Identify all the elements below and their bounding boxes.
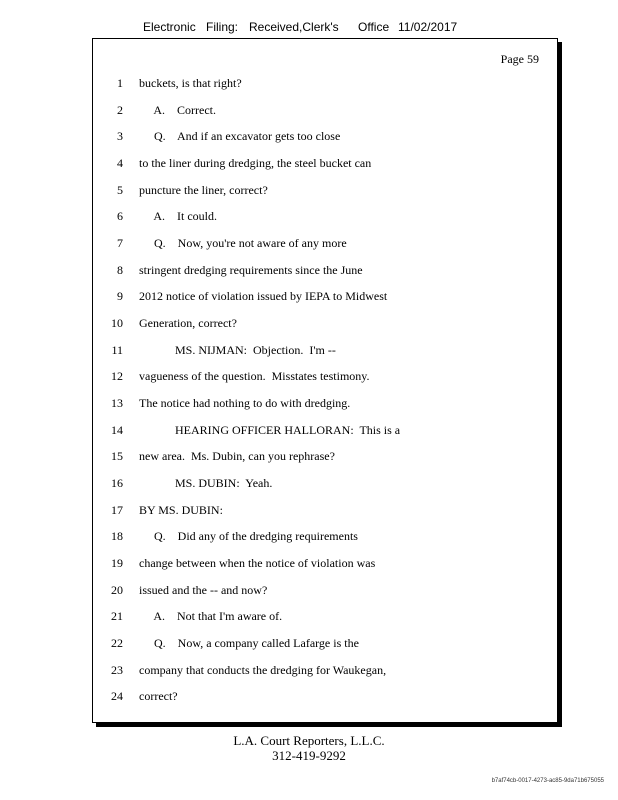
transcript-line (93, 476, 533, 496)
line-text: vagueness of the question. Misstates testimony. (139, 369, 370, 383)
header-filing: Filing: (206, 20, 239, 34)
line-number: 10 (111, 316, 123, 330)
line-number: 20 (111, 583, 123, 597)
transcript-line (93, 343, 533, 363)
line-number: 9 (117, 289, 123, 303)
line-text: issued and the -- and now? (139, 583, 268, 597)
line-number: 12 (111, 369, 123, 383)
line-text: puncture the liner, correct? (139, 183, 268, 197)
line-number: 7 (117, 236, 123, 250)
line-text: MS. NIJMAN: Objection. I'm -- (139, 343, 336, 357)
transcript-line (93, 556, 533, 576)
page-number: Page 59 (500, 52, 539, 66)
line-text: A. Not that I'm aware of. (139, 609, 283, 623)
line-number: 4 (117, 156, 123, 170)
line-text: stringent dredging requirements since the June (139, 263, 363, 277)
line-text: new area. Ms. Dubin, can you rephrase? (139, 449, 335, 463)
line-number: 23 (111, 663, 123, 677)
transcript-line (93, 449, 533, 469)
line-number: 22 (111, 636, 123, 650)
transcript-line (93, 609, 533, 629)
line-number: 2 (117, 103, 123, 117)
line-text: HEARING OFFICER HALLORAN: This is a (139, 423, 401, 437)
line-number: 16 (111, 476, 123, 490)
line-number: 3 (117, 129, 123, 143)
transcript-line (93, 156, 533, 176)
transcript-line (93, 263, 533, 283)
transcript-line (93, 529, 533, 549)
footer-company: L.A. Court Reporters, L.L.C. (233, 733, 385, 748)
transcript-line (93, 503, 533, 523)
header-office: Office (358, 20, 390, 34)
line-number: 24 (111, 689, 123, 703)
line-number: 21 (111, 609, 123, 623)
footer-phone: 312-419-9292 (272, 748, 346, 763)
document-hash: b7af74cb-0017-4273-ac85-9da71b675055 (491, 778, 604, 784)
line-text: company that conducts the dredging for Waukegan, (139, 663, 387, 677)
transcript-line (93, 423, 533, 443)
line-number: 8 (117, 263, 123, 277)
line-text: A. Correct. (139, 103, 216, 117)
transcript-line (93, 583, 533, 603)
transcript-line (93, 369, 533, 389)
line-text: buckets, is that right? (139, 76, 242, 90)
line-text: change between when the notice of violation was (139, 556, 376, 570)
transcript-line (93, 209, 533, 229)
line-number: 18 (111, 529, 123, 543)
line-number: 5 (117, 183, 123, 197)
line-text: to the liner during dredging, the steel bucket can (139, 156, 372, 170)
transcript-line (93, 689, 533, 709)
line-text: Generation, correct? (139, 316, 237, 330)
line-number: 13 (111, 396, 123, 410)
line-text: Q. Now, you're not aware of any more (139, 236, 347, 250)
transcript-line (93, 663, 533, 683)
line-number: 19 (111, 556, 123, 570)
filing-header (0, 20, 618, 40)
transcript-line (93, 316, 533, 336)
line-number: 1 (117, 76, 123, 90)
line-number: 11 (111, 343, 123, 357)
line-number: 14 (111, 423, 123, 437)
line-number: 6 (117, 209, 123, 223)
header-received-clerks: Received,Clerk's (249, 20, 339, 34)
transcript-line (93, 76, 533, 96)
line-text: 2012 notice of violation issued by IEPA to Midwest (139, 289, 388, 303)
transcript-line (93, 129, 533, 149)
line-text: Q. Now, a company called Lafarge is the (139, 636, 359, 650)
transcript-line (93, 289, 533, 309)
transcript-line (93, 636, 533, 656)
transcript-line (93, 183, 533, 203)
line-text: correct? (139, 689, 178, 703)
line-number: 17 (111, 503, 123, 517)
line-text: MS. DUBIN: Yeah. (139, 476, 273, 490)
line-text: The notice had nothing to do with dredging. (139, 396, 351, 410)
transcript-line (93, 103, 533, 123)
line-text: Q. And if an excavator gets too close (139, 129, 341, 143)
transcript-page (92, 38, 558, 723)
header-date: 11/02/2017 (398, 20, 458, 34)
transcript-line (93, 396, 533, 416)
transcript-line (93, 236, 533, 256)
line-text: BY MS. DUBIN: (139, 503, 223, 517)
line-number: 15 (111, 449, 123, 463)
line-text: Q. Did any of the dredging requirements (139, 529, 358, 543)
line-text: A. It could. (139, 209, 217, 223)
header-electronic: Electronic (143, 20, 196, 34)
